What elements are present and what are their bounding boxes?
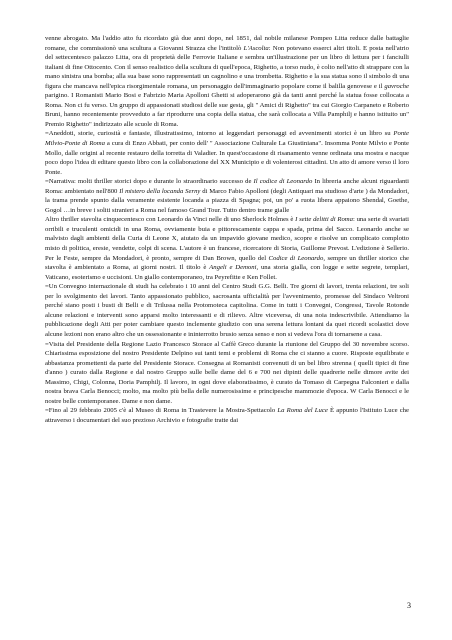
paragraph — [45, 340, 409, 407]
italic-title: L'Ascolta — [243, 44, 269, 52]
text-run: a cura di Enzo Abbati, per conto dell' " Associazione Culturale La Giustiniana". Insomma Ponte Milvio e Ponte Mollo, dalle origini al recente restauro della torretta di Valadier. In quest'occasione di risanamento venne ordinata una mostra e nacque poco dopo l'idea di editare questo libro con la collaborazione del XX Municipio e di volenterosi cittadini. Un atto di amore verso il loro Ponte. — [45, 140, 409, 176]
paragraph — [45, 34, 409, 129]
text-run: , sempre un thriller storico che stavolta è ambientato a Roma, ai giorni nostri. Il titolo è — [45, 254, 409, 272]
paragraph — [45, 282, 409, 339]
italic-title: Angeli e Demoni — [209, 264, 257, 272]
text-run: È appunto l'Istituto Luce che attraverso i documentari del suo prezioso Archivio e fotografie tratte dai — [45, 407, 409, 424]
italic-title: I sette delitti di Roma — [295, 216, 353, 224]
italic-title: gavroche — [384, 82, 409, 90]
paragraph — [45, 129, 409, 177]
document-body — [45, 34, 409, 604]
text-run: : Non potevano esserci altri titoli. E posta nell'atrio del settecentesco palazzo Litta, ora di proprietà delle Ferrovie Italiane e sembra un'illustrazione per un libro di lettura per i fanciulli italiani di fine Ottocento. Con il senso realistico della scultura di quell'epoca, Righetto, a torso nudo, è colto nell'atto di strappare con la mano sinistra una bomba; alla sua base sono rappresentati un cagnolino e una trombetta. Righetto e la sua statua sono il simbolo di una figura che mancava nell'epica risorgimentale romana, un personaggio dell'immaginario popolare come il balilla genovese e il — [45, 44, 409, 90]
text-run: di Marco Fabio Apolloni (degli Antiquari ma studioso d'arte ) da Mondadori, la trama prende spunto dalla veramente esistente locanda a piazza di Spagna; poi, un po' a ruota libera appaiono Shendal, Goethe, Gogol …in breve i soliti stranieri a Roma nel famoso Grand Tour. Tutto dentro trame gialle — [45, 187, 409, 214]
italic-title: Codice di Leonardo — [268, 254, 324, 262]
text-run: : una serie di svariati orribili e truculenti omicidi in una Roma, ovviamente buia e pittorescamente cappa e spada, prima del Sacco. Leonardo anche se malvisto dagli ambienti della Curia di Leone X, aiutato da un impavido giovane medico, scopre e risolve un complicato complotto misto di politica, eresie, vendette, colpi di scena. L'autore è un francese, ricercatore di Storia, Guillome Prevost. L'edizione è Sellerio. Per le Feste, sempre da Mondadori, è pronto, sempre di Dan Brown, quello del — [45, 216, 409, 262]
italic-title: Ponte Milvio-Ponte di Roma — [45, 130, 409, 148]
italic-title: Il mistero della locanda Serny — [119, 187, 201, 195]
text-run: =Visita del Presidente della Regione Lazio Francesco Storace al Caffè Greco durante la riunione del Gruppo del 30 novembre scorso. Chiarissima esposizione del nostro Presidente Delpino sui tanti temi e problemi di Roma che ci stanno a cuore. Risposte equilibrate e abbastanza promettenti da parte del Presidente Storace. Consegna ai Romanisti convenuti di un bel libro strenna ( quelli tipici di fine d'anno ) curato dalla Regione e dal nostro Gruppo sulle belle dame del 6 e 700 nei dipinti delle quadrerie nelle dimore avite dei Massimo, Chigi, Colonna, Doria Pamphilj. Il lavoro, in ogni dove elaboratissimo, è curato da Tomaso di Carpegna Falconieri e dalla nostra brava Carla Benocci; molto, ma molto più bella delle numerosissime e principesche mammozie d'epoca. W Carla Benocci e le nostre belle contemporanee. Dame e non dame. — [45, 340, 409, 405]
text-run: =Narrativa: molti thriller storici dopo e durante lo straordinario successo de — [45, 178, 254, 186]
paragraph — [45, 215, 409, 282]
text-run: In libreria anche alcuni riguardanti Roma: ambientato nell'800 — [45, 178, 409, 195]
text-run: Altro thriller stavolta cinquecentesco con Leonardo da Vinci nelle di uno Sherlock Holmes è — [45, 216, 296, 224]
page-number: 3 — [407, 601, 411, 610]
text-run: =Fino al 29 febbraio 2005 c'è al Museo di Roma in Trastevere la Mostra-Spettacolo — [45, 407, 278, 415]
text-run: , una storia gialla, con logge e sette segrete, templari, Vaticano, esoterismo e uccisioni. Un giallo contemporaneo, tra Peyrefitte e Ken Follet. — [45, 264, 409, 281]
text-run: =Aneddoti, storie, curiosità e fantasie, illustratissimo, intorno ai leggendari personaggi ed avvenimenti storici è un libro su — [45, 130, 394, 138]
paragraph — [45, 406, 409, 425]
italic-title: La Roma del Luce — [277, 407, 328, 415]
text-run: =Un Convegno internazionale di studi ha celebrato i 10 anni del Centro Studi G.G. Belli. Tre giorni di lavori, trenta relazioni, tre soli per lo svolgimento dei lavori. Tanto appassionato pubblico, sacrosanta ufficialità per l'avvenimento, promesse del Sindaco Veltroni perché siano posti i busti di Belli e di Trilussa nella Protomoteca capitolina. Come in tutti i Convegni, Congressi, Tavole Rotonde alcune relazioni e interventi sono apparsi molto interessanti e di rilievo. Altre viceversa, di una noia indescrivibile. Attendiamo la pubblicazione degli Atti per poter cambiare questo inclemente giudizio con una serena lettura lontani da quei ricordi scolastici dove alcune lezioni non erano altro che un ossessionante e ininterrotto brusio senza senso e non si vedeva l'ora di tornarsene a casa. — [45, 283, 409, 338]
paragraph — [45, 177, 409, 215]
text-run: parigino. I Romanisti Mario Bosi e Fabrizio Maria Apolloni Ghetti si adoperarono già da tanti anni perché la statua fosse collocata a Roma. Non ci fu verso. Un gruppo di appassionati studiosi delle sue gesta, gli " Amici di Righetto" tra cui Giorgio Carpaneto e Roberto Bruni, hanno recentemente provveduto a far riprodurre una copia della statua, che sarà collocata a Villa Pamphilj e hanno istituito un" Premio Righetto" indirizzato alle scuole di Roma. — [45, 92, 409, 128]
italic-title: Il codice di Leonardo — [253, 178, 313, 186]
text-run: venne abrogato. Ma l'addio atto fu ricordato già due anni dopo, nel 1851, dal nobile milanese Pompeo Litta reduce dalle battaglie romane, che commissionò una scultura a Giovanni Strazza che l'intitolò — [45, 35, 409, 52]
